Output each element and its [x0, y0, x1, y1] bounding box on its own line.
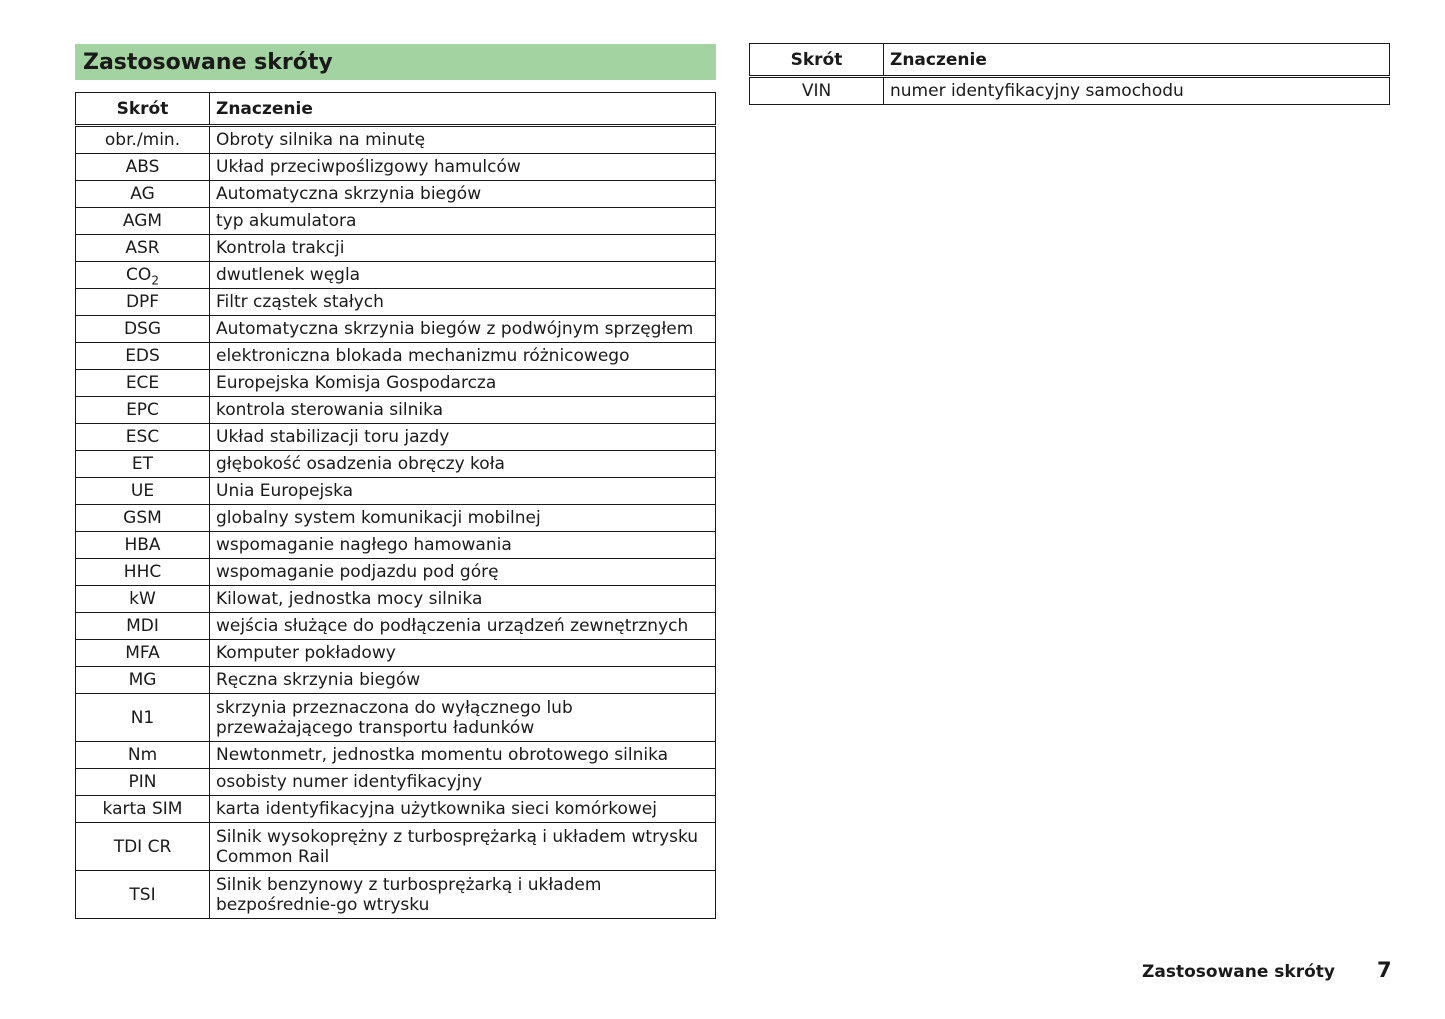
- meaning-cell: Unia Europejska: [210, 478, 716, 505]
- abbr-cell: [76, 126, 210, 154]
- abbreviations-table-right: [749, 43, 1390, 105]
- table-row: [76, 316, 716, 343]
- meaning-cell: wspomaganie nagłego hamowania: [210, 532, 716, 559]
- table-row: [76, 613, 716, 640]
- meaning-cell: wspomaganie podjazdu pod górę: [210, 559, 716, 586]
- header-meaning: Znaczenie: [884, 44, 1390, 77]
- abbr-cell: [76, 316, 210, 343]
- abbr-text: CO: [126, 265, 152, 285]
- table-row: [76, 451, 716, 478]
- abbr-cell: [76, 640, 210, 667]
- meaning-cell: elektroniczna blokada mechanizmu różnicowego: [210, 343, 716, 370]
- abbr-cell: [76, 871, 210, 919]
- abbr-text: AG: [130, 184, 155, 204]
- abbreviations-body-left: [76, 126, 716, 919]
- meaning-cell: Komputer pokładowy: [210, 640, 716, 667]
- table-row: [76, 235, 716, 262]
- meaning-cell: głębokość osadzenia obręczy koła: [210, 451, 716, 478]
- abbr-text: HHC: [123, 562, 162, 582]
- abbr-text: MFA: [125, 643, 160, 663]
- table-row: [76, 478, 716, 505]
- abbr-cell: [76, 289, 210, 316]
- table-row: [76, 559, 716, 586]
- abbr-text: ECE: [125, 373, 160, 393]
- meaning-cell: Układ przeciwpoślizgowy hamulców: [210, 154, 716, 181]
- table-row: [76, 640, 716, 667]
- abbr-text: MDI: [126, 616, 159, 636]
- abbr-cell: [76, 559, 210, 586]
- table-row: [76, 397, 716, 424]
- table-row: [76, 289, 716, 316]
- abbr-cell: [76, 262, 210, 289]
- header-abbr: Skrót: [750, 44, 884, 77]
- abbr-text: TDI CR: [113, 836, 172, 857]
- abbr-text: Nm: [127, 745, 158, 765]
- abbr-text: EDS: [125, 346, 160, 366]
- abbr-cell: [76, 505, 210, 532]
- abbr-cell: [76, 208, 210, 235]
- abbr-cell: [76, 478, 210, 505]
- header-meaning: Znaczenie: [210, 93, 716, 126]
- abbr-text: karta SIM: [102, 799, 183, 819]
- table-row: [76, 586, 716, 613]
- abbr-text: ABS: [125, 157, 160, 177]
- table-header-row: [76, 93, 716, 126]
- table-row: [76, 796, 716, 823]
- meaning-cell: Ręczna skrzynia biegów: [210, 667, 716, 694]
- abbr-cell: [76, 451, 210, 478]
- abbr-cell: [750, 77, 884, 105]
- abbr-text: ESC: [125, 427, 160, 447]
- meaning-cell: Europejska Komisja Gospodarcza: [210, 370, 716, 397]
- meaning-cell: skrzynia przeznaczona do wyłącznego lub przeważającego transportu ładunków: [210, 694, 716, 742]
- meaning-cell: karta identyfikacyjna użytkownika sieci komórkowej: [210, 796, 716, 823]
- abbr-text: PIN: [128, 772, 157, 792]
- meaning-cell: Kontrola trakcji: [210, 235, 716, 262]
- table-row: [76, 208, 716, 235]
- meaning-cell: Filtr cząstek stałych: [210, 289, 716, 316]
- abbr-text: UE: [130, 481, 155, 501]
- meaning-cell: kontrola sterowania silnika: [210, 397, 716, 424]
- abbr-text: AGM: [122, 211, 163, 231]
- table-row: [76, 343, 716, 370]
- table-row: [76, 370, 716, 397]
- table-row: [76, 126, 716, 154]
- abbr-text: obr./min.: [104, 130, 181, 150]
- abbr-cell: [76, 586, 210, 613]
- abbr-cell: [76, 397, 210, 424]
- abbr-text: DSG: [123, 319, 162, 339]
- abbr-text: VIN: [801, 81, 832, 101]
- footer-section-title: Zastosowane skróty: [1142, 962, 1335, 982]
- header-abbr: Skrót: [76, 93, 210, 126]
- meaning-cell: Automatyczna skrzynia biegów: [210, 181, 716, 208]
- abbr-subscript: 2: [151, 273, 159, 288]
- meaning-cell: Newtonmetr, jednostka momentu obrotowego silnika: [210, 742, 716, 769]
- abbreviations-body-right: [750, 77, 1390, 105]
- table-header-row: [750, 44, 1390, 77]
- abbr-cell: [76, 154, 210, 181]
- abbr-text: ET: [131, 454, 154, 474]
- meaning-cell: Układ stabilizacji toru jazdy: [210, 424, 716, 451]
- abbr-text: kW: [129, 589, 156, 609]
- meaning-cell: numer identyfikacyjny samochodu: [884, 77, 1390, 105]
- abbr-text: EPC: [126, 400, 159, 420]
- section-heading: Zastosowane skróty: [75, 44, 716, 80]
- abbr-text: HBA: [124, 535, 161, 555]
- abbr-text: MG: [128, 670, 157, 690]
- table-row: [76, 262, 716, 289]
- table-row: [750, 77, 1390, 105]
- abbr-text: N1: [130, 707, 155, 728]
- table-row: [76, 667, 716, 694]
- table-row: [76, 742, 716, 769]
- meaning-cell: Silnik wysokoprężny z turbosprężarką i układem wtrysku Common Rail: [210, 823, 716, 871]
- meaning-cell: dwutlenek węgla: [210, 262, 716, 289]
- meaning-cell: typ akumulatora: [210, 208, 716, 235]
- abbr-cell: [76, 424, 210, 451]
- abbr-cell: [76, 823, 210, 871]
- meaning-cell: Automatyczna skrzynia biegów z podwójnym sprzęgłem: [210, 316, 716, 343]
- abbr-cell: [76, 235, 210, 262]
- abbr-cell: [76, 694, 210, 742]
- abbr-text: DPF: [125, 292, 160, 312]
- page-number: 7: [1377, 958, 1392, 982]
- abbr-text: GSM: [123, 508, 162, 528]
- abbr-cell: [76, 181, 210, 208]
- abbr-cell: [76, 343, 210, 370]
- abbr-cell: [76, 796, 210, 823]
- abbreviations-table-left: [75, 92, 716, 919]
- meaning-cell: globalny system komunikacji mobilnej: [210, 505, 716, 532]
- abbr-text: TSI: [129, 884, 156, 905]
- table-row: [76, 694, 716, 742]
- meaning-cell: Silnik benzynowy z turbosprężarką i układem bezpośrednie-go wtrysku: [210, 871, 716, 919]
- abbr-cell: [76, 370, 210, 397]
- abbr-cell: [76, 613, 210, 640]
- abbr-cell: [76, 667, 210, 694]
- abbr-cell: [76, 532, 210, 559]
- meaning-cell: wejścia służące do podłączenia urządzeń zewnętrznych: [210, 613, 716, 640]
- table-row: [76, 823, 716, 871]
- abbr-cell: [76, 769, 210, 796]
- abbr-cell: [76, 742, 210, 769]
- table-row: [76, 769, 716, 796]
- table-row: [76, 871, 716, 919]
- meaning-cell: Obroty silnika na minutę: [210, 126, 716, 154]
- table-row: [76, 154, 716, 181]
- table-row: [76, 505, 716, 532]
- table-row: [76, 424, 716, 451]
- meaning-cell: osobisty numer identyfikacyjny: [210, 769, 716, 796]
- table-row: [76, 181, 716, 208]
- meaning-cell: Kilowat, jednostka mocy silnika: [210, 586, 716, 613]
- abbr-text: ASR: [125, 238, 160, 258]
- table-row: [76, 532, 716, 559]
